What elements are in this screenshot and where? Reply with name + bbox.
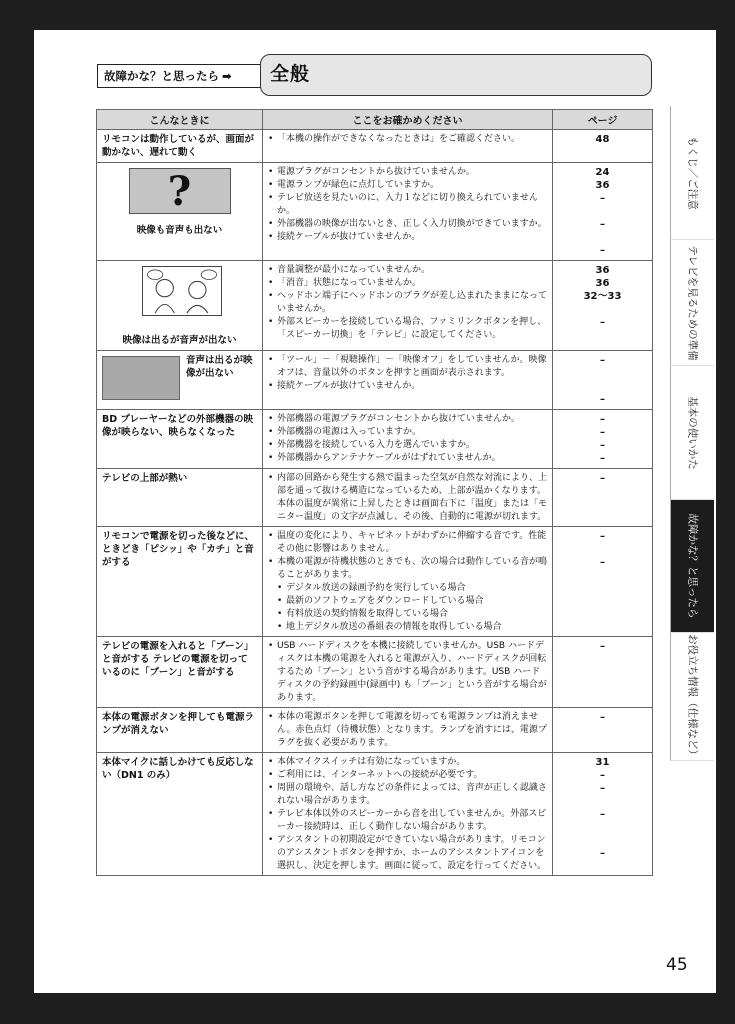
check-item: • 温度の変化により、キャビネットがわずかに伸縮する音です。性能その他に影響はありません。	[267, 530, 548, 556]
page-ref: 24	[595, 167, 610, 178]
side-tab-troubleshooting[interactable]	[670, 500, 714, 633]
table-row	[97, 708, 653, 753]
blank-screen-illustration	[102, 356, 180, 400]
people-talking-illustration	[142, 266, 222, 316]
page-ref: –	[600, 245, 605, 256]
check-item: • 電源ランプが緑色に点灯していますか。	[267, 179, 548, 192]
page-cell	[553, 469, 653, 527]
check-item: • ヘッドホン端子にヘッドホンのプラグが差し込まれたままになっていませんか。	[267, 290, 548, 316]
side-tab-label: お役立ち情報（仕様など）	[686, 633, 698, 760]
side-tab-label: 故障かな？と思ったら	[686, 513, 698, 619]
page-ref: 32～33	[583, 291, 622, 302]
check-item: • 外部機器の電源プラグがコンセントから抜けていませんか。	[267, 413, 548, 426]
column-header-symptom: こんなときに	[97, 110, 263, 130]
symptom-cell	[97, 261, 263, 351]
check-item: • 接続ケーブルが抜けていませんか。	[267, 380, 548, 393]
page-ref: –	[600, 317, 605, 328]
page-number: 45	[666, 955, 688, 975]
check-item: • USB ハードディスクを本機に接続していませんか。USB ハードディスクは本機の電源を入れると電源が入り、ハードディスクが回転するため「ブーン」という音がする場合があります。USB ハードディスクの予約録画中(録画中) も「ブーン」という音がする場合があります。	[267, 640, 548, 705]
symptom-cell	[97, 351, 263, 410]
page-cell	[553, 163, 653, 261]
page-ref: 36	[595, 278, 610, 289]
page-cell	[553, 637, 653, 708]
check-cell	[263, 527, 553, 637]
symptom-label: 音声は出るが映像が出ない	[186, 355, 253, 379]
table-row	[97, 163, 653, 261]
table-row	[97, 753, 653, 876]
page-ref: –	[600, 394, 605, 405]
check-item: • 外部機器を接続している入力を選んでいますか。	[267, 439, 548, 452]
check-item: • アシスタントの初期設定ができていない場合があります。リモコンのアシスタントボタンを押すか、ホームのアシスタントアイコンを選択し、決定を押します。画面に従って、設定を行ってください。	[267, 834, 548, 873]
page-cell	[553, 130, 653, 163]
symptom-label: 映像は出るが音声が出ない	[122, 335, 237, 346]
troubleshooting-table	[96, 109, 653, 876]
manual-page	[34, 30, 716, 993]
page-ref: –	[600, 414, 605, 425]
check-cell	[263, 261, 553, 351]
check-cell	[263, 130, 553, 163]
page-ref: –	[600, 770, 605, 781]
page-ref: –	[600, 355, 605, 366]
symptom-cell: 本体マイクに話しかけても反応しない（DN1 のみ）	[97, 753, 263, 876]
sub-check-item: • デジタル放送の録画予約を実行している場合	[267, 582, 548, 595]
table-row	[97, 527, 653, 637]
check-cell	[263, 163, 553, 261]
check-item: • ご利用には、インターネットへの接続が必要です。	[267, 769, 548, 782]
check-item: • 内部の回路から発生する熱で温まった空気が自然な対流により、上部を通って抜ける構造になっているため、上部が温かくなります。本体の温度が異常に上昇したときは画面右下に「温度」または「モニター温度」の文字が点滅し、その後、自動的に電源が切れます。	[267, 472, 548, 524]
side-tab-contents[interactable]	[670, 106, 714, 240]
symptom-cell: BD プレーヤーなどの外部機器の映像が映らない、映らなくなった	[97, 410, 263, 469]
page-ref: –	[600, 473, 605, 484]
check-item: • 周囲の環境や、話し方などの条件によっては、音声が正しく認識されない場合があります。	[267, 782, 548, 808]
page-cell	[553, 527, 653, 637]
page-cell	[553, 410, 653, 469]
side-tab-label: もくじ／ご注意	[686, 135, 698, 210]
page-ref: –	[600, 219, 605, 230]
check-item: • テレビ放送を見たいのに、入力１などに切り換えられていませんか。	[267, 192, 548, 218]
symptom-cell	[97, 163, 263, 261]
check-item: • 外部スピーカーを接続している場合、ファミリンクボタンを押し、「スピーカー切換」を「テレビ」に設定してください。	[267, 316, 548, 342]
side-tab-label: テレビを見るための準備	[686, 244, 698, 361]
check-cell	[263, 351, 553, 410]
check-cell	[263, 469, 553, 527]
page-cell	[553, 753, 653, 876]
page-title: 全般	[270, 63, 311, 85]
check-cell	[263, 753, 553, 876]
question-mark-illustration: ?	[129, 168, 231, 214]
table-header-row	[97, 110, 653, 130]
check-item: • 「ツール」－「視聴操作」－「映像オフ」をしていませんか。映像オフは、音量以外のボタンを押すと画面が表示されます。	[267, 354, 548, 380]
page-cell	[553, 708, 653, 753]
arrow-right-icon: ➡	[222, 69, 232, 83]
table-row	[97, 469, 653, 527]
page-ref: –	[600, 848, 605, 859]
page-cell	[553, 351, 653, 410]
side-tab-preparation[interactable]	[670, 240, 714, 366]
check-item: • 本体マイクスイッチは有効になっていますか。	[267, 756, 548, 769]
page-ref: –	[600, 440, 605, 451]
title-box	[260, 54, 652, 96]
page-ref: 36	[595, 180, 610, 191]
table-row	[97, 261, 653, 351]
check-item: • 本機の電源が待機状態のときでも、次の場合は動作している音が鳴ることがあります。	[267, 556, 548, 582]
side-tab-useful-info[interactable]	[670, 633, 714, 761]
symptom-cell: テレビの電源を入れると「ブーン」と音がする テレビの電源を切っているのに「ブーン」と音がする	[97, 637, 263, 708]
table-row	[97, 130, 653, 163]
check-cell	[263, 410, 553, 469]
page-ref: –	[600, 427, 605, 438]
check-item: • テレビ本体以外のスピーカーから音を出していませんか。外部スピーカー接続時は、正しく動作しない場合があります。	[267, 808, 548, 834]
check-item: • 外部機器の映像が出ないとき、正しく入力切換ができていますか。	[267, 218, 548, 231]
section-tag	[97, 64, 280, 88]
column-header-page: ページ	[553, 110, 653, 130]
sub-check-item: • 地上デジタル放送の番組表の情報を取得している場合	[267, 621, 548, 634]
check-item: • 「消音」状態になっていませんか。	[267, 277, 548, 290]
symptom-label: 映像も音声も出ない	[136, 225, 223, 236]
side-tab-basic-usage[interactable]	[670, 366, 714, 500]
page-ref: –	[600, 193, 605, 204]
page-ref: 36	[595, 265, 610, 276]
page-ref: –	[600, 557, 605, 568]
symptom-cell: テレビの上部が熱い	[97, 469, 263, 527]
check-cell	[263, 708, 553, 753]
symptom-cell: 本体の電源ボタンを押しても電源ランプが消えない	[97, 708, 263, 753]
page-ref: –	[600, 641, 605, 652]
sub-check-item: • 最新のソフトウェアをダウンロードしている場合	[267, 595, 548, 608]
symptom-cell: リモコンで電源を切った後などに、ときどき「ピシッ」や「カチ」と音がする	[97, 527, 263, 637]
page-ref: 31	[595, 757, 610, 768]
page-ref: –	[600, 453, 605, 464]
page-ref: –	[600, 531, 605, 542]
check-item: • 接続ケーブルが抜けていませんか。	[267, 231, 548, 244]
page-ref: –	[600, 783, 605, 794]
check-item: • 電源プラグがコンセントから抜けていませんか。	[267, 166, 548, 179]
side-tab-label: 基本の使いかた	[686, 395, 698, 470]
table-row	[97, 351, 653, 410]
page-ref: –	[600, 712, 605, 723]
check-item: • 外部機器からアンテナケーブルがはずれていませんか。	[267, 452, 548, 465]
check-cell	[263, 637, 553, 708]
check-item: • 外部機器の電源は入っていますか。	[267, 426, 548, 439]
table-row	[97, 637, 653, 708]
section-tag-label: 故障かな？と思ったら	[104, 69, 219, 83]
page-ref: 48	[595, 134, 610, 145]
check-item: • 本体の電源ボタンを押して電源を切っても電源ランプは消えません。赤色点灯（待機状態）となります。ランプを消すには、電源プラグを抜く必要があります。	[267, 711, 548, 750]
column-header-checks: ここをお確かめください	[263, 110, 553, 130]
symptom-cell: リモコンは動作しているが、画面が動かない、遅れて動く	[97, 130, 263, 163]
check-item: • 「本機の操作ができなくなったときは」をご確認ください。	[267, 133, 548, 146]
check-item: • 音量調整が最小になっていませんか。	[267, 264, 548, 277]
page-ref: –	[600, 809, 605, 820]
table-row	[97, 410, 653, 469]
page-cell	[553, 261, 653, 351]
sub-check-item: • 有料放送の契約情報を取得している場合	[267, 608, 548, 621]
